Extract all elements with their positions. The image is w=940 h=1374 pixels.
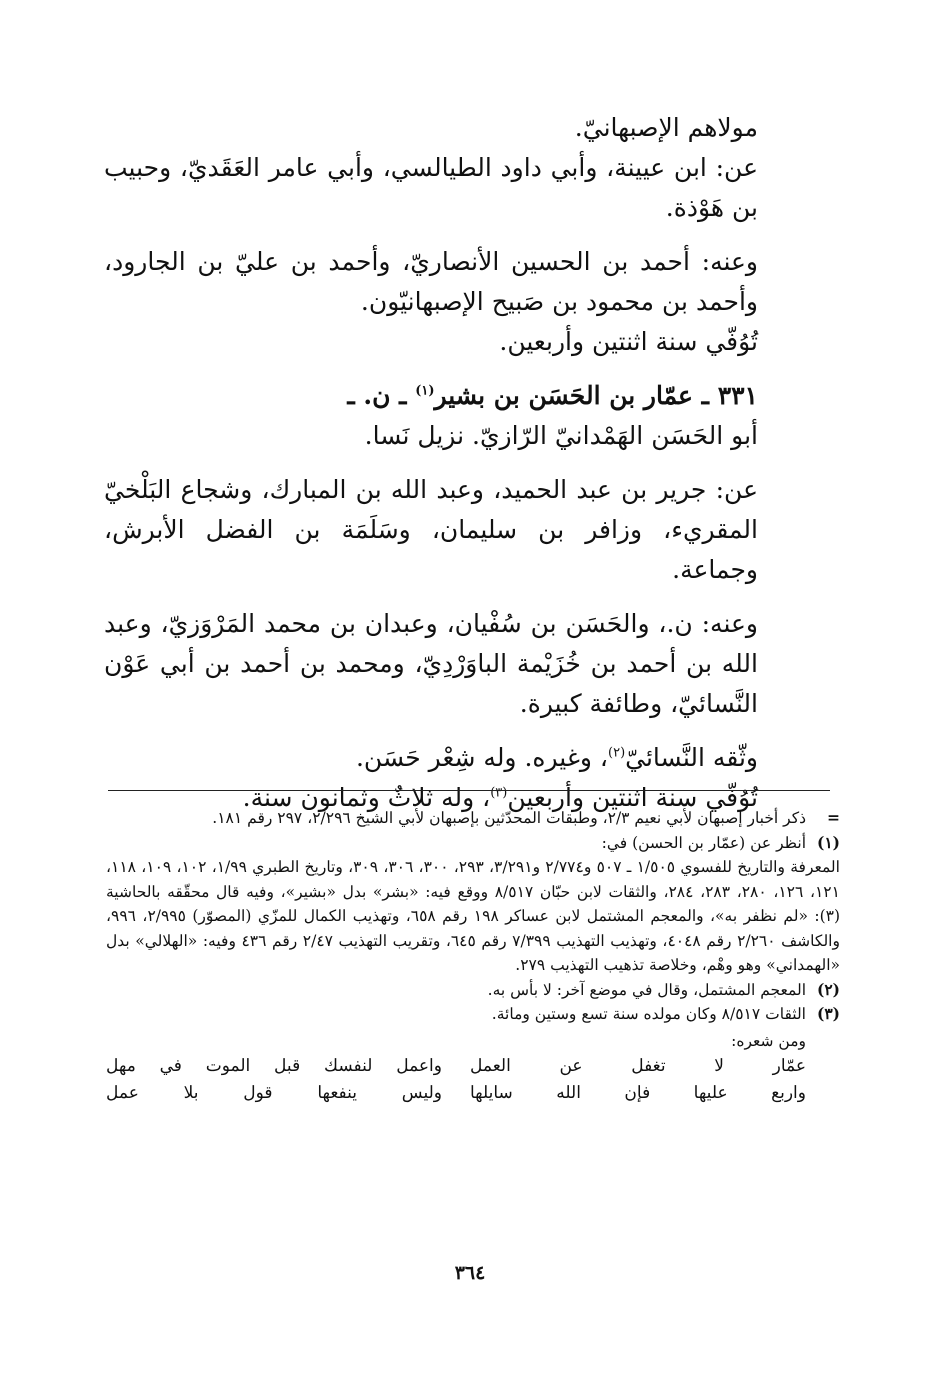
entry-kunya-line: أبو الحَسَن الهَمْدانيّ الرّازيّ. نزيل نَسا. bbox=[364, 421, 758, 450]
verse-2-first-hemistich: واربع عليها فإن الله سايلها bbox=[470, 1083, 806, 1103]
footnote-1-body: المعرفة والتاريخ للفسوي ١/٥٠٥ ـ ٥٠٧ و٢/٧٧٤ و٣/٢٩١، ٢٩٣، ٣٠٠، ٣٠٦، ٣٠٩، وتاريخ الطبري ١/٩٩، ١٠٢، ١٠٩، ١١٨، ١٢١، ١٢٦، ٢٨٠، ٢٨٣، ٢٨٤، والثقات لابن حبّان ٨/٥١٧ ووقع فيه: «بشر» بدل «بشير»، وفيه قال محقّقه بالحاشية (٣): «لم نظفر به»، والمعجم المشتمل لابن عساكر ١٩٨ رقم ٦٥٨، وتهذيب الكمال للمزّي (المصوّر) ٢/٩٩٥، ٩٩٦، والكاشف ٢/٢٦٠ رقم ٤٠٤٨، وتهذيب التهذيب ٧/٣٩٩ رقم ٦٤٥، وتقريب التهذيب ٢/٤٧ رقم ٤٣٦ وفيه: «الهلالي» بدل «الهمداني» وهو وهْم، وخلاصة تذهيب التهذيب ٢٧٩. bbox=[106, 858, 841, 974]
page-number: ٣٦٤ bbox=[454, 1262, 486, 1284]
trust-text-a: وثّقه النَّسائيّ bbox=[625, 743, 758, 772]
footnote-continuation bbox=[106, 806, 840, 831]
footnote-ref-2: (٢) bbox=[608, 745, 626, 761]
footnote-ref-3: (٣) bbox=[490, 785, 508, 801]
footnote-2 bbox=[106, 978, 840, 1003]
entry-para-from: عن: جرير بن عبد الحميد، وعبد الله بن المبارك، وشجاع البَلْخيّ المقريء، وزافر بن سليمان، وسَلَمَة بن الفضل الأبرش، وجماعة. bbox=[104, 475, 758, 584]
main-line-1: مولاهم الإصبهانيّ. bbox=[574, 113, 758, 142]
verse-2-second-hemistich: وليس ينفعها قول بلا عمل bbox=[106, 1083, 442, 1103]
entry-title: ٣٣١ ـ عمّار بن الحَسَن بن بشير bbox=[434, 381, 758, 410]
footnote-2-text: المعجم المشتمل، وقال في موضع آخر: لا بأس به. bbox=[487, 980, 806, 999]
footnote-1-mark: (١) bbox=[816, 832, 840, 852]
verse-1-first-hemistich: عمّار لا تغفل عن العمل bbox=[470, 1056, 806, 1076]
entry-para-to: وعنه: ن.، والحَسَن بن سُفْيان، وعبدان بن محمد المَرْوَزيّ، وعبد الله بن أحمد بن خُزَيْمة الباوَرْدِيّ، ومحمد بن أحمد بن أبي عَوْن النَّسائيّ، وطائفة كبيرة. bbox=[104, 609, 758, 718]
main-line-death: تُوُفّي سنة اثنتين وأربعين. bbox=[499, 327, 758, 356]
footnote-3-mark: (٣) bbox=[816, 1004, 840, 1023]
entry-heading bbox=[104, 376, 818, 416]
footnotes bbox=[106, 806, 840, 1107]
main-text bbox=[104, 108, 818, 818]
death-text-a: تُوُفّي سنة اثنتين وأربعين bbox=[507, 783, 758, 812]
footnote-ref-1: (١) bbox=[415, 383, 435, 399]
footnote-3-text: الثقات ٨/٥١٧ وكان مولده سنة تسع وستين ومائة. bbox=[491, 1005, 806, 1023]
footnote-continuation-text: ذكر أخبار إصبهان لأبي نعيم ٢/٣، وطبقات المحدّثين بإصبهان لأبي الشيخ ٢/٢٩٦، ٢٩٧ رقم ١٨١. bbox=[212, 809, 806, 827]
footnote-2-mark: (٢) bbox=[816, 979, 840, 999]
trust-text-b: ، وغيره. وله شِعْر حَسَن. bbox=[355, 743, 608, 772]
verse-intro: ومن شعره: bbox=[731, 1031, 806, 1050]
verse-1-second-hemistich: واعمل لنفسك قبل الموت في مهل bbox=[106, 1056, 442, 1076]
death-text-b: ، وله ثلاثٌ وثمانون سنة. bbox=[242, 783, 491, 812]
entry-line-trust bbox=[104, 738, 818, 778]
verse-line-1 bbox=[106, 1053, 840, 1080]
main-para-narrators-to: وعنه: أحمد بن الحسين الأنصاريّ، وأحمد بن عليّ بن الجارود، وأحمد بن محمود بن صَبيح الإصبهانيّون. bbox=[104, 247, 758, 316]
footnote-1-head: أنظر عن (عمّار بن الحسن) في: bbox=[601, 833, 806, 852]
entry-title-suffix: ـ ن. ـ bbox=[347, 381, 416, 410]
footnote-1 bbox=[106, 831, 840, 856]
main-para-narrators-from: عن: ابن عيينة، وأبي داود الطيالسي، وأبي عامر العَقَديّ، وحبيب بن هَوْذة. bbox=[104, 153, 758, 222]
footnote-divider bbox=[108, 790, 830, 791]
footnote-continuation-mark: = bbox=[827, 808, 840, 827]
verse-line-2 bbox=[106, 1080, 840, 1107]
footnote-3 bbox=[106, 1002, 840, 1027]
